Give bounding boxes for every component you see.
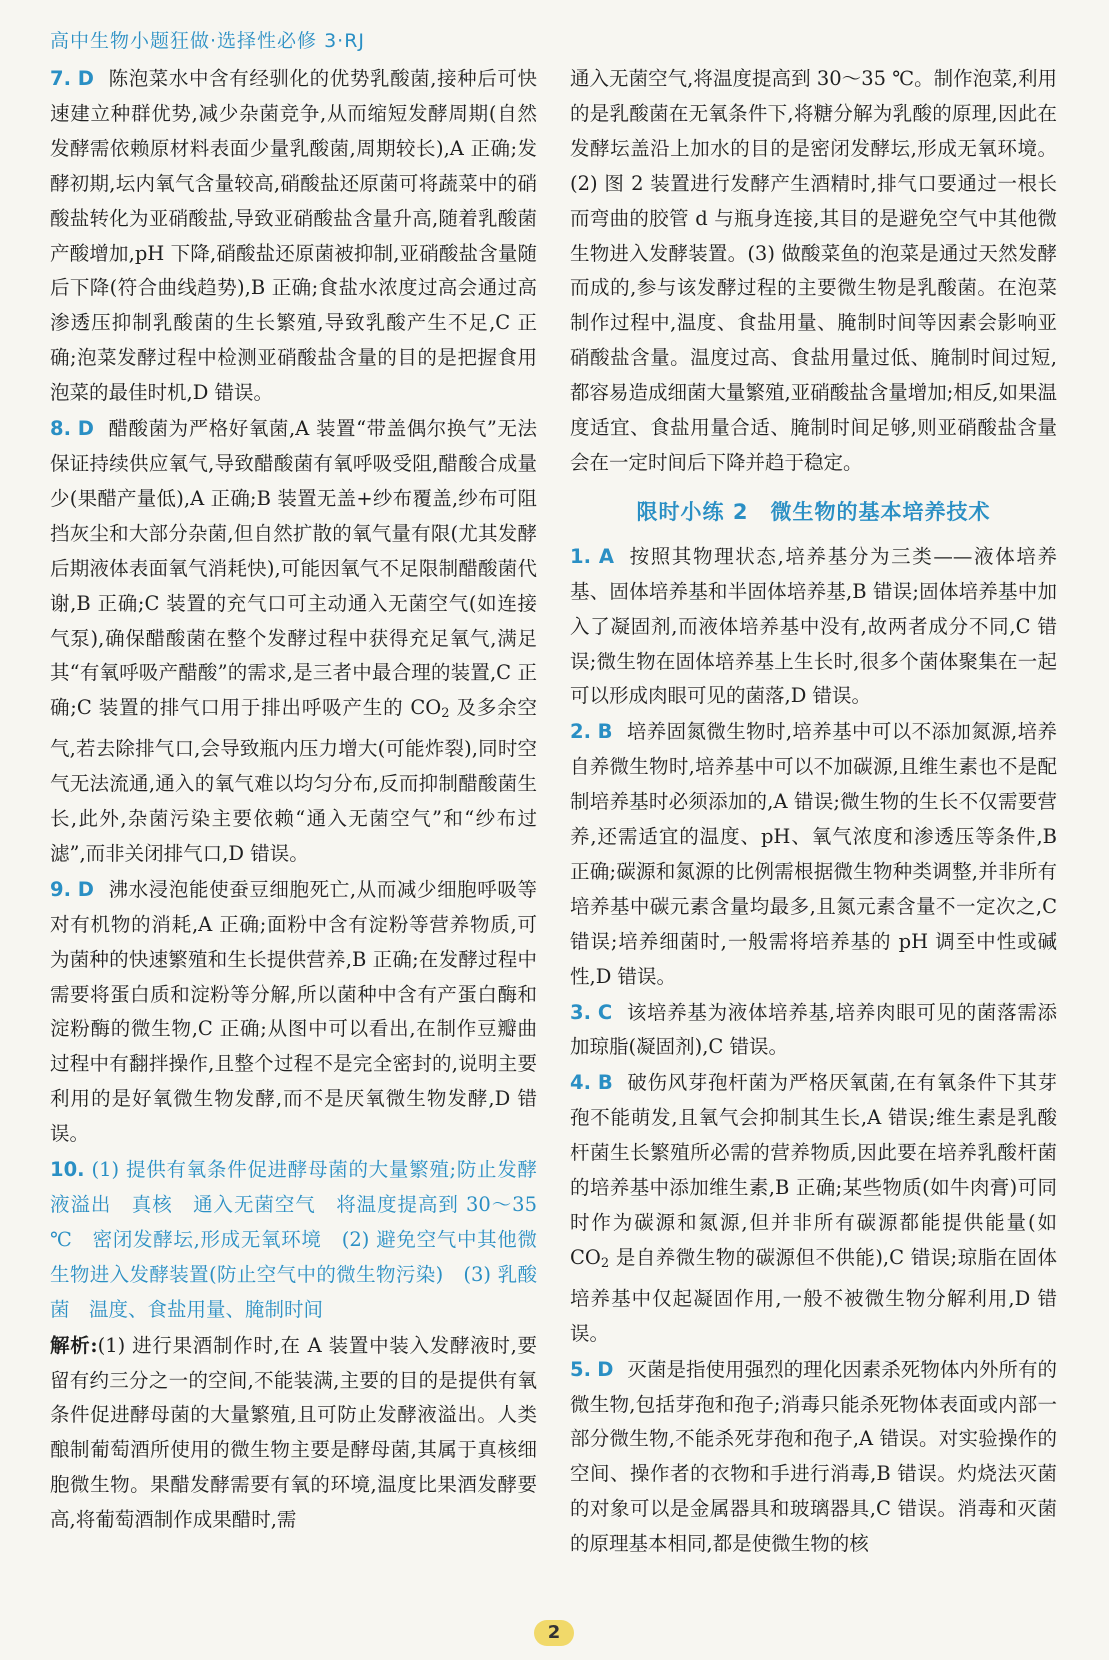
explanation-text: 该培养基为液体培养基,培养肉眼可见的菌落需添加琼脂(凝固剂),C 错误。: [570, 1000, 1057, 1059]
analysis-label: 解析:: [50, 1333, 98, 1357]
question-number: 4.: [570, 1071, 591, 1095]
page-number: 2: [534, 1620, 574, 1646]
question-5: [570, 1353, 1057, 1562]
explanation-text: 沸水浸泡能使蚕豆细胞死亡,从而减少细胞呼吸等对有机物的消耗,A 正确;面粉中含有淀粉等营养物质,可为菌种的快速繁殖和生长提供营养,B 正确;在发酵过程中需要将蛋白质和淀粉等分解,所以菌种中含有产蛋白酶和淀粉酶的微生物,C 正确;从图中可以看出,在制作豆瓣曲过程中有翻拌操作,且整个过程不是完全密封的,说明主要利用的是好氧微生物发酵,而不是厌氧微生物发酵,D 错误。: [50, 877, 537, 1146]
book-header: 高中生物小题狂做·选择性必修 3·RJ: [50, 30, 366, 52]
explanation-text: 破伤风芽孢杆菌为严格厌氧菌,在有氧条件下其芽孢不能萌发,且氧气会抑制其生长,A 错误;维生素是乳酸杆菌生长繁殖所必需的营养物质,因此要在培养乳酸杆菌的培养基中添加维生素,B 正确;某些物质(如牛肉膏)可同时作为碳源和氮源,但并非所有碳源都能提供能量(如 CO: [570, 1071, 1058, 1269]
left-column: [50, 62, 537, 1539]
question-4: [570, 1066, 1057, 1351]
explanation-text: 及多余空气,若去除排气口,会导致瓶内压力增大(可能炸裂),同时空气无法流通,通入的氧气难以均匀分布,反而抑制醋酸菌生长,此外,杂菌污染主要依赖“通入无菌空气”和“纱布过滤”,而非关闭排气口,D 错误。: [50, 696, 537, 865]
explanation-text: 陈泡菜水中含有经驯化的优势乳酸菌,接种后可快速建立种群优势,减少杂菌竞争,从而缩短发酵周期(自然发酵需依赖原材料表面少量乳酸菌,周期较长),A 正确;发酵初期,坛内氧气含量较高,硝酸盐还原菌可将蔬菜中的硝酸盐转化为亚硝酸盐,导致亚硝酸盐含量升高,随着乳酸菌产酸增加,pH 下降,硝酸盐还原菌被抑制,亚硝酸盐含量随后下降(符合曲线趋势),B 正确;食盐水浓度过高会通过高渗透压抑制乳酸菌的生长繁殖,导致乳酸产生不足,C 正确;泡菜发酵过程中检测亚硝酸盐含量的目的是把握食用泡菜的最佳时机,D 错误。: [50, 67, 537, 405]
question-8: [50, 412, 537, 872]
answer-letter: D: [77, 877, 94, 901]
question-1: [570, 540, 1057, 715]
question-9: [50, 873, 537, 1152]
explanation-text: 是自养微生物的碳源但不供能),C 错误;琼脂在固体培养基中仅起凝固作用,一般不被微生物分解利用,D 错误。: [570, 1245, 1057, 1345]
answer-letter: A: [598, 544, 614, 568]
question-number: 8.: [50, 417, 71, 441]
answer-letter: D: [77, 67, 94, 90]
question-number: 3.: [570, 1000, 591, 1024]
answer-text: (1) 提供有氧条件促进酵母菌的大量繁殖;防止发酵液溢出 真核 通入无菌空气 将温度提高到 30～35 ℃ 密闭发酵坛,形成无氧环境 (2) 避免空气中其他微生物进入发酵装置(防止空气中的微生物污染) (3) 乳酸菌 温度、食盐用量、腌制时间: [50, 1158, 537, 1321]
explanation-text: 醋酸菌为严格好氧菌,A 装置“带盖偶尔换气”无法保证持续供应氧气,导致醋酸菌有氧呼吸受阻,醋酸合成量少(果醋产量低),A 正确;B 装置无盖+纱布覆盖,纱布可阻挡灰尘和大部分杂菌,但自然扩散的氧气量有限(尤其发酵后期液体表面氧气消耗快),可能因氧气不足限制醋酸菌代谢,B 正确;C 装置的充气口可主动通入无菌空气(如连接气泵),确保醋酸菌在整个发酵过程中获得充足氧气,满足其“有氧呼吸产醋酸”的需求,是三者中最合理的装置,C 正确;C 装置的排气口用于排出呼吸产生的 CO: [50, 417, 538, 720]
question-10-continued: 通入无菌空气,将温度提高到 30～35 ℃。制作泡菜,利用的是乳酸菌在无氧条件下,将糖分解为乳酸的原理,因此在发酵坛盖沿上加水的目的是密闭发酵坛,形成无氧环境。(2) 图 2 装置进行发酵产生酒精时,排气口要通过一根长而弯曲的胶管 d 与瓶身连接,其目的是避免空气中其他微生物进入发酵装置。(3) 做酸菜鱼的泡菜是通过天然发酵而成的,参与该发酵过程的主要微生物是乳酸菌。在泡菜制作过程中,温度、食盐用量、腌制时间等因素会影响亚硝酸盐含量。温度过高、食盐用量过低、腌制时间过短,都容易造成细菌大量繁殖,亚硝酸盐含量增加;相反,如果温度适宜、食盐用量合适、腌制时间足够,则亚硝酸盐含量会在一定时间后下降并趋于稳定。: [570, 67, 1057, 474]
question-7: [50, 62, 537, 411]
question-10-analysis: [50, 1329, 537, 1538]
question-3: [570, 996, 1057, 1066]
explanation-text: 按照其物理状态,培养基分为三类——液体培养基、固体培养基和半固体培养基,B 错误;固体培养基中加入了凝固剂,而液体培养基中没有,故两者成分不同,C 错误;微生物在固体培养基上生长时,很多个菌体聚集在一起可以形成肉眼可见的菌落,D 错误。: [570, 544, 1057, 708]
explanation-text: 灭菌是指使用强烈的理化因素杀死物体内外所有的微生物,包括芽孢和孢子;消毒只能杀死物体表面或内部一部分微生物,不能杀死芽孢和孢子,A 错误。对实验操作的空间、操作者的衣物和手进行消毒,B 错误。灼烧法灭菌的对象可以是金属器具和玻璃器具,C 错误。消毒和灭菌的原理基本相同,都是使微生物的核: [570, 1357, 1057, 1556]
analysis-text: (1) 进行果酒制作时,在 A 装置中装入发酵液时,要留有约三分之一的空间,不能装满,主要的目的是提供有氧条件促进酵母菌的大量繁殖,且可防止发酵液溢出。人类酿制葡萄酒所使用的微生物主要是酵母菌,其属于真核细胞微生物。果醋发酵需要有氧的环境,温度比果酒发酵要高,将葡萄酒制作成果醋时,需: [50, 1333, 537, 1532]
right-column: [570, 62, 1057, 1563]
explanation-text: 培养固氮微生物时,培养基中可以不添加氮源,培养自养微生物时,培养基中可以不加碳源,且维生素也不是配制培养基时必须添加的,A 错误;微生物的生长不仅需要营养,还需适宜的温度、pH、氧气浓度和渗透压等条件,B 正确;碳源和氮源的比例需根据微生物种类调整,并非所有培养基中碳元素含量均最多,且氮元素含量不一定次之,C 错误;培养细菌时,一般需将培养基的 pH 调至中性或碱性,D 错误。: [570, 720, 1057, 988]
question-number: 10.: [50, 1158, 85, 1182]
answer-letter: C: [597, 1000, 613, 1024]
question-2: [570, 715, 1057, 994]
question-10: [50, 1153, 537, 1328]
section-title: 限时小练 2 微生物的基本培养技术: [636, 499, 991, 524]
question-number: 7.: [50, 67, 71, 90]
question-number: 5.: [570, 1357, 591, 1381]
answer-letter: D: [77, 417, 94, 441]
answer-letter: B: [597, 1071, 613, 1095]
question-number: 2.: [570, 720, 591, 744]
answer-letter: D: [597, 1357, 614, 1381]
question-number: 9.: [50, 877, 71, 901]
question-number: 1.: [570, 544, 591, 568]
subscript: 2: [441, 706, 450, 722]
subscript: 2: [600, 1255, 610, 1271]
answer-letter: B: [597, 720, 613, 744]
